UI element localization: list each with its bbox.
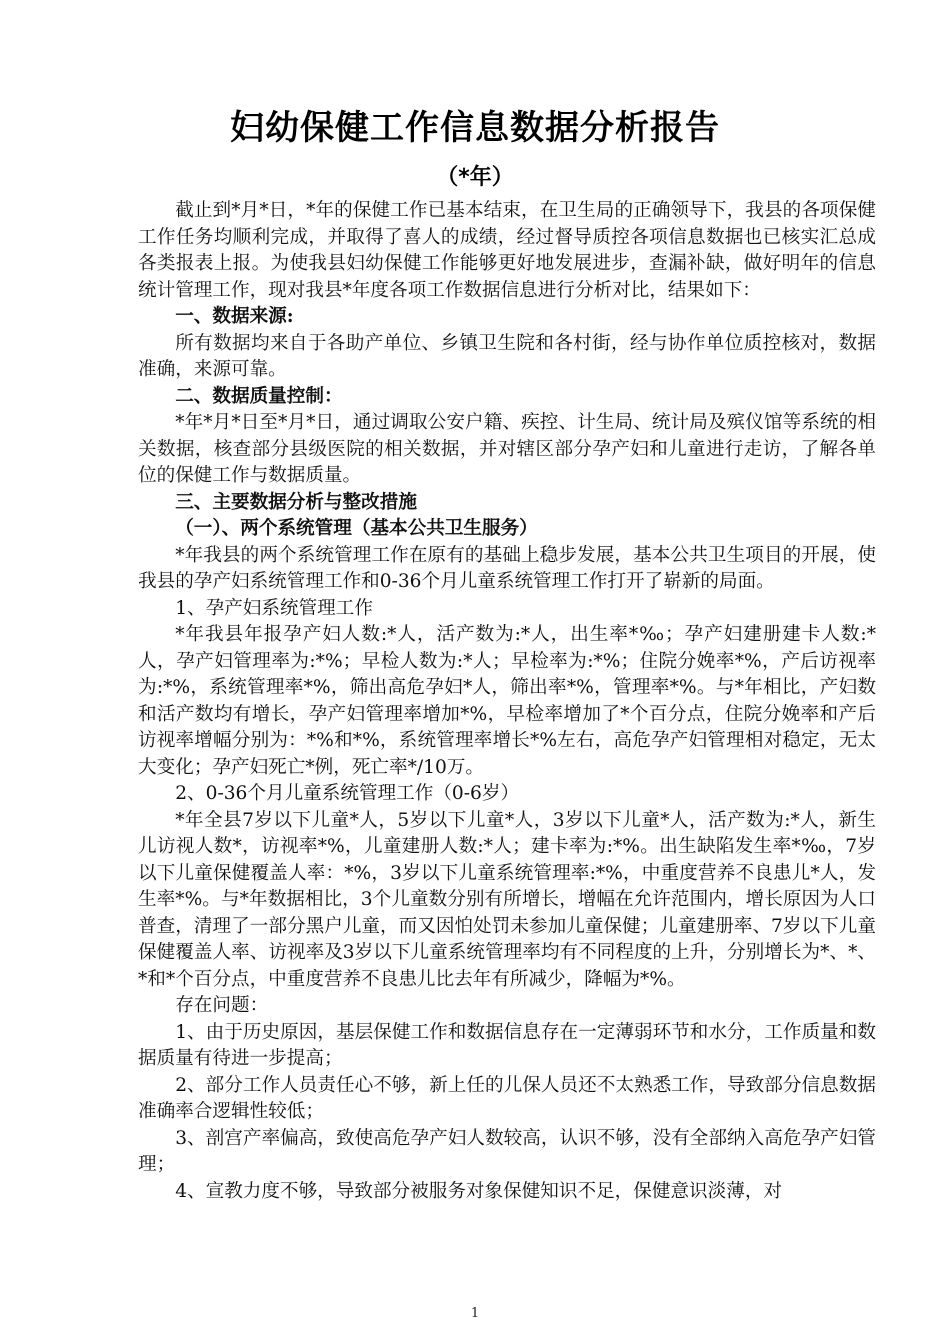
paragraph-intro: 截止到*月*日，*年的保健工作已基本结束，在卫生局的正确领导下，我县的各项保健工作任务均顺利完成，并取得了喜人的成绩，经过督导质控各项信息数据也已核实汇总成各类报表上报。为使我县妇幼保健工作能够更好地发展进步，查漏补缺，做好明年的信息统计管理工作，现对我县*年度各项工作数据信息进行分析对比，结果如下： [138, 200, 876, 301]
paragraph-two-systems: *年我县的两个系统管理工作在原有的基础上稳步发展，基本公共卫生项目的开展，使我县的孕产妇系统管理工作和0-36个月儿童系统管理工作打开了崭新的局面。 [138, 544, 876, 592]
heading-data-source: 一、数据来源: [175, 306, 294, 327]
heading-main-analysis: 三、主要数据分析与整改措施 [175, 491, 417, 513]
document-subtitle: （*年） [436, 165, 514, 190]
problem-item-3: 3、剖宫产率偏高，致使高危孕产妇人数较高，认识不够，没有全部纳入高危孕产妇管理； [138, 1127, 876, 1175]
document-body [138, 198, 876, 1205]
page-number: 1 [470, 1306, 480, 1321]
heading-quality-control: 二、数据质量控制： [175, 385, 343, 407]
paragraph-maternal: *年我县年报孕产妇人数:*人，活产数为:*人，出生率*‰；孕产妇建册建卡人数:*人，孕产妇管理率为:*%；早检人数为:*人；早检率为:*%；住院分娩率*%，产后访视率为:*%，系统管理率*%，筛出高危孕妇*人，筛出率*%，管理率*%。与*年相比，产妇数和活产数均有增长，孕产妇管理率增加*%，早检率增加了*个百分点，住院分娩率和产后访视率增幅分别为：*%和*%，系统管理率增长*%左右，高危孕产妇管理相对稳定，无太大变化；孕产妇死亡*例，死亡率*/10万。 [138, 624, 876, 778]
subheading-child: 2、0-36个月儿童系统管理工作（0-6岁） [175, 783, 520, 804]
subheading-maternal: 1、孕产妇系统管理工作 [175, 597, 373, 619]
paragraph-data-source: 所有数据均来自于各助产单位、乡镇卫生院和各村街，经与协作单位质控核对，数据准确，来源可靠。 [138, 332, 876, 380]
problem-item-4: 4、宣教力度不够，导致部分被服务对象保健知识不足，保健意识淡薄，对 [175, 1180, 783, 1202]
subheading-problems: 存在问题： [175, 995, 269, 1016]
problem-item-2: 2、部分工作人员责任心不够，新上任的儿保人员还不太熟悉工作，导致部分信息数据准确率合逻辑性较低； [138, 1074, 876, 1122]
document-title: 妇幼保健工作信息数据分析报告 [230, 108, 720, 148]
paragraph-quality-control: *年*月*日至*月*日，通过调取公安户籍、疾控、计生局、统计局及殡仪馆等系统的相关数据，核查部分县级医院的相关数据，并对辖区部分孕产妇和儿童进行走访，了解各单位的保健工作与数据质量。 [138, 412, 876, 486]
heading-two-systems: （一）、两个系统管理（基本公共卫生服务） [175, 518, 538, 539]
problem-item-1: 1、由于历史原因，基层保健工作和数据信息存在一定薄弱环节和水分，工作质量和数据质量有待进一步提高； [138, 1021, 876, 1069]
paragraph-child: *年全县7岁以下儿童*人，5岁以下儿童*人，3岁以下儿童*人，活产数为:*人，新生儿访视人数*，访视率*%，儿童建册人数:*人；建卡率为:*%。出生缺陷发生率*‰，7岁以下儿童保健覆盖人率：*%，3岁以下儿童系统管理率:*%，中重度营养不良患儿*人，发生率*%。与*年数据相比，3个儿童数分别有所增长，增幅在允许范围内，增长原因为人口普查，清理了一部分黑户儿童，而又因怕处罚未参加儿童保健；儿童建册率、7岁以下儿童保健覆盖人率、访视率及3岁以下儿童系统管理率均有不同程度的上升，分别增长为*、*、*和*个百分点，中重度营养不良患儿比去年有所减少，降幅为*%。 [138, 809, 876, 990]
